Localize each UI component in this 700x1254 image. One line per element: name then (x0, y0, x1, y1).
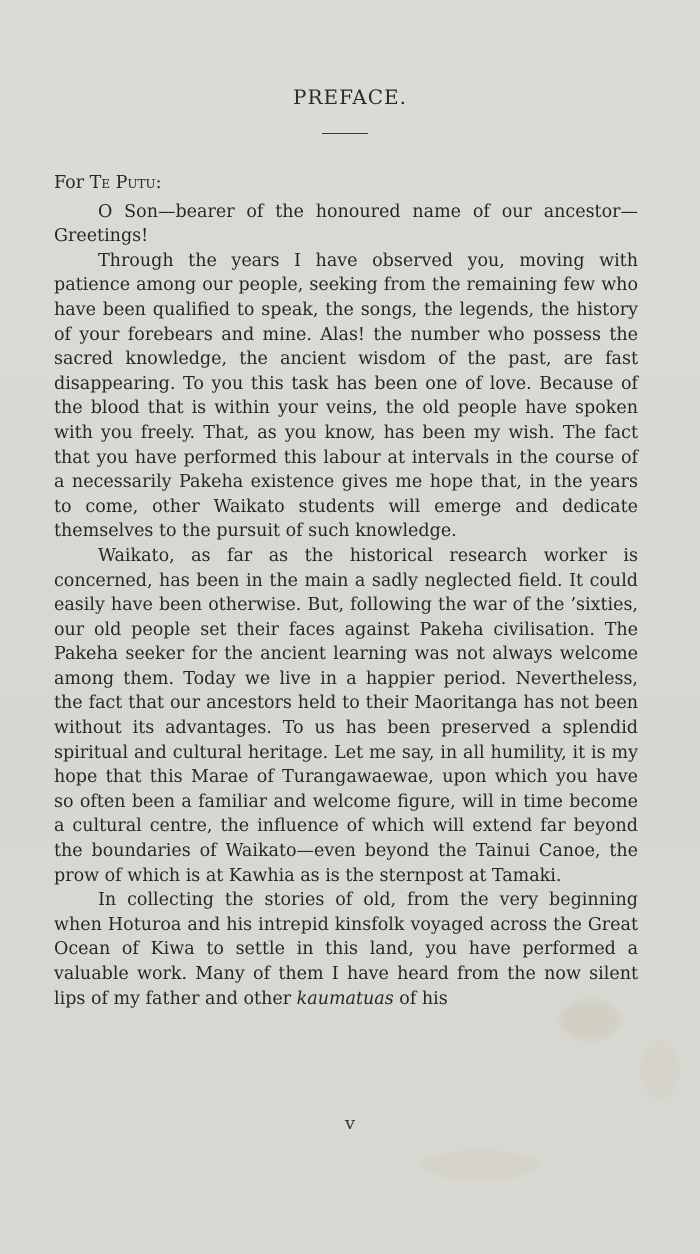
paragraph-collecting-end: of his (393, 988, 448, 1009)
paragraph-observation: Through the years I have observed you, moving with patience among our people, seeking from the remaining few who have been qualified to speak, the songs, the legends, the history of your forebears and mine. Alas! the number who possess the sacred knowledge, the ancient wisdom of the past, are fast disappearing. To you this task has been one of love. Because of the blood that is within your veins, the old people have spoken with you freely. That, as you know, has been my wish. The fact that you have performed this labour at intervals in the course of a necessarily Pakeha existence gives me hope that, in the years to come, other Waikato students will emerge and dedicate themselves to the pursuit of such knowledge. (54, 250, 638, 542)
page-number: v (344, 1113, 356, 1134)
preface-body (54, 171, 638, 1011)
dedication-name: Te Putu (89, 173, 156, 193)
dedication-line (54, 171, 638, 196)
paragraph-collecting (54, 888, 638, 1011)
page-title: PREFACE. (293, 85, 407, 109)
paragraph-collecting-italic: kaumatuas (296, 988, 394, 1009)
paper-stain (420, 1150, 540, 1180)
paragraph-waikato: Waikato, as far as the historical research worker is concerned, has been in the main a sadly neglected field. It could easily have been otherwise. But, following the war of the ’sixties, our old people set their faces against Pakeha civilisation. The Pakeha seeker for the ancient learning was not always welcome among them. Today we live in a happier period. Nevertheless, the fact that our ancestors held to their Maoritanga has not been without its advantages. To us has been preserved a splendid spiritual and cultural heritage. Let me say, in all humility, it is my hope that this Marae of Turangawaewae, upon which you have so often been a familiar and welcome figure, will in time become a cultural centre, the influence of which will extend far beyond the boundaries of Waikato—even beyond the Tainui Canoe, the prow of which is at Kawhia as is the sternpost at Tamaki. (54, 545, 638, 886)
dedication-suffix: : (155, 173, 162, 193)
title-divider (322, 133, 368, 134)
paragraph-greeting: O Son—bearer of the honoured name of our ancestor—Greetings! (54, 201, 638, 247)
dedication-prefix: For (54, 173, 90, 193)
paragraph-collecting-text: In collecting the stories of old, from the very beginning when Hoturoa and his intrepid kinsfolk voyaged across the Great Ocean of Kiwa to settle in this land, you have performed a valuable work. Many of them I have heard from the now silent lips of my father and other (54, 890, 638, 1009)
paper-stain (640, 1040, 680, 1100)
